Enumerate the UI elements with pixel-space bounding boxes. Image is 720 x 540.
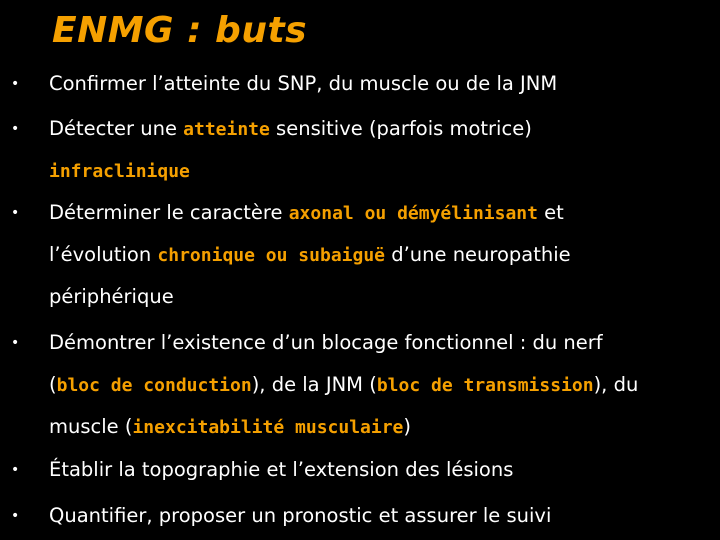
- bullet-text: Détecter une: [49, 117, 184, 140]
- bullet-text: sensitive (parfois motrice): [269, 117, 532, 140]
- highlighted-term: bloc de transmission: [376, 375, 594, 396]
- highlighted-term: atteinte: [183, 119, 270, 140]
- bullet-marker: •: [11, 76, 20, 92]
- bullet-text: périphérique: [49, 285, 174, 308]
- slide-title: ENMG : buts: [52, 10, 308, 51]
- bullet-text: Établir la topographie et l’extension des lésions: [49, 458, 514, 481]
- highlighted-term: infraclinique: [49, 161, 190, 182]
- bullet-line: [49, 458, 513, 482]
- bullet-marker: •: [11, 462, 20, 478]
- bullet-text: Confirmer l’atteinte du SNP, du muscle ou de la JNM: [49, 72, 558, 95]
- bullet-marker: •: [11, 508, 20, 524]
- bullet-text: ), de la JNM (: [251, 373, 377, 396]
- bullet-marker: •: [11, 205, 20, 221]
- bullet-text: ): [403, 415, 412, 438]
- bullet-text: Démontrer l’existence d’un blocage fonctionnel : du nerf: [49, 331, 603, 354]
- bullet-line: [49, 159, 190, 184]
- bullet-text: ), du: [593, 373, 639, 396]
- bullet-marker: •: [11, 121, 20, 137]
- bullet-text: et: [537, 201, 564, 224]
- highlighted-term: axonal ou démyélinisant: [288, 203, 538, 224]
- highlighted-term: inexcitabilité musculaire: [132, 417, 404, 438]
- bullet-line: [49, 117, 532, 142]
- highlighted-term: chronique ou subaiguë: [157, 245, 385, 266]
- bullet-line: [49, 373, 638, 398]
- bullet-line: [49, 331, 603, 355]
- bullet-line: [49, 415, 411, 440]
- bullet-line: [49, 201, 564, 226]
- bullet-line: [49, 504, 551, 528]
- bullet-line: [49, 243, 571, 268]
- bullet-marker: •: [11, 335, 20, 351]
- bullet-line: [49, 72, 557, 96]
- bullet-text: Déterminer le caractère: [49, 201, 289, 224]
- bullet-text: l’évolution: [49, 243, 158, 266]
- bullet-line: [49, 285, 174, 309]
- bullet-text: muscle (: [49, 415, 133, 438]
- bullet-text: Quantifier, proposer un pronostic et assurer le suivi: [49, 504, 552, 527]
- bullet-text: (: [49, 373, 57, 396]
- highlighted-term: bloc de conduction: [56, 375, 252, 396]
- bullet-text: d’une neuropathie: [385, 243, 571, 266]
